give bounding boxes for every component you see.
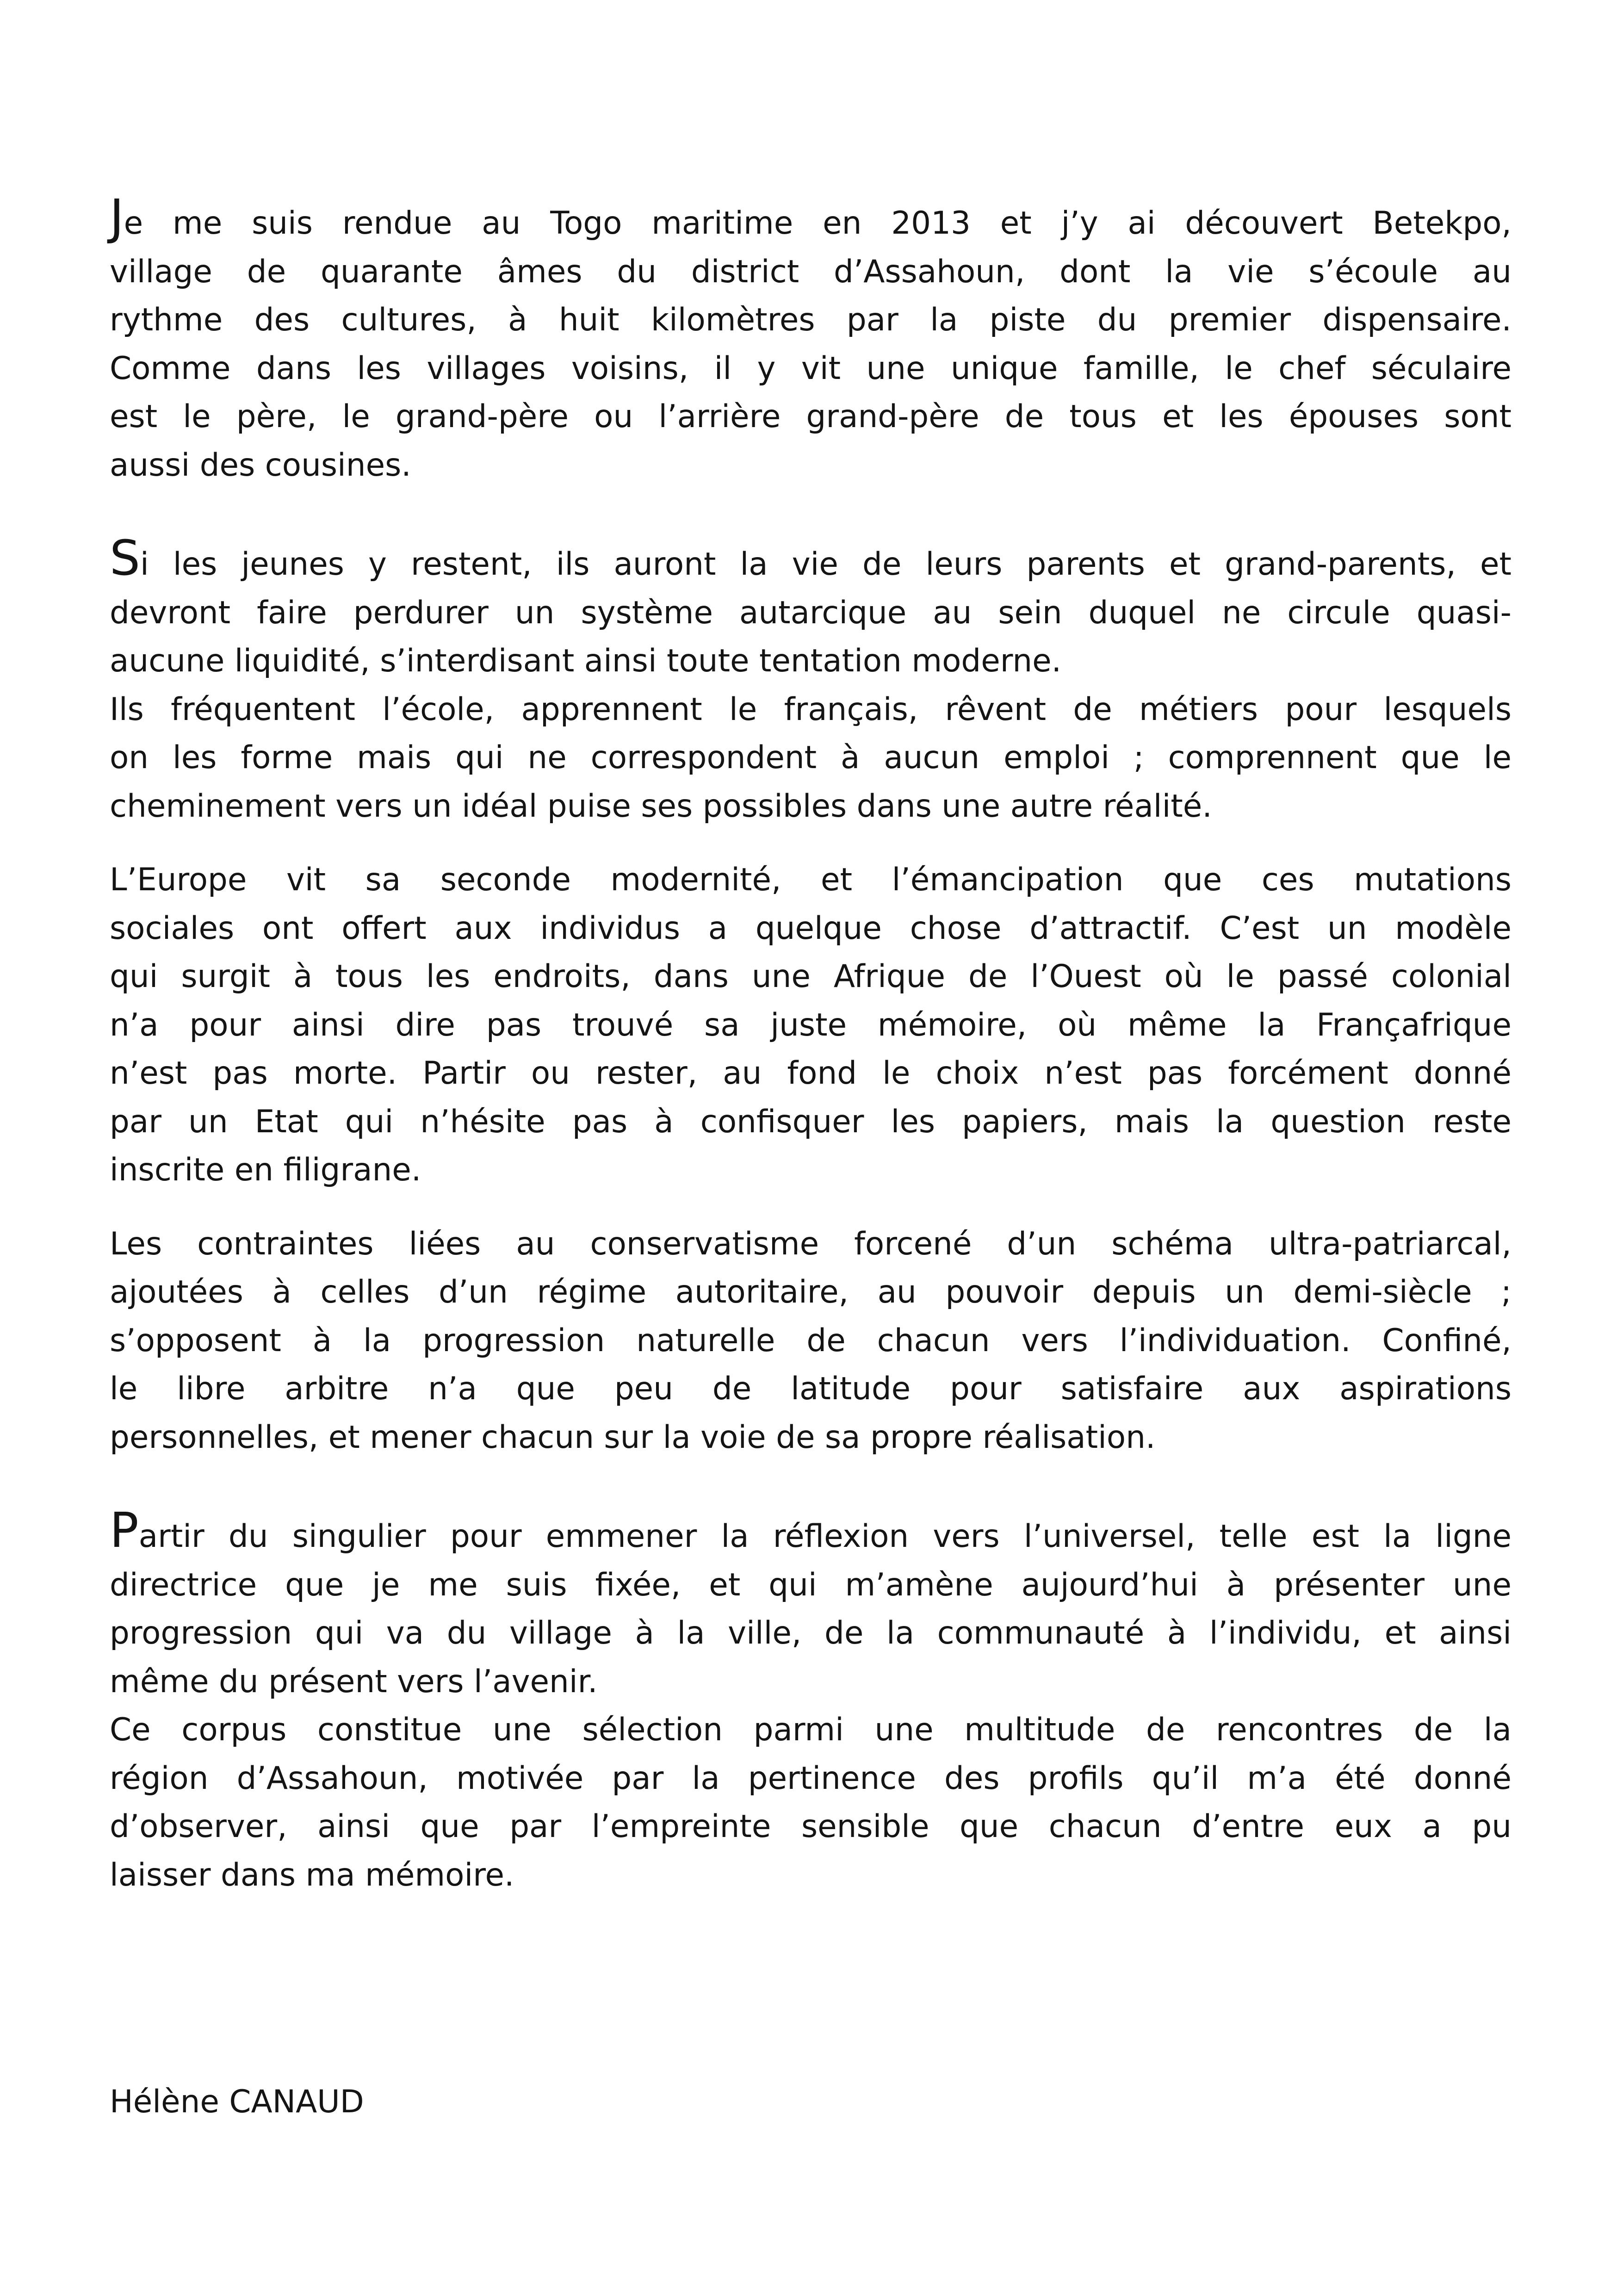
text-line: L’Europe vit sa seconde modernité, et l’émancipation que ces mutations — [110, 861, 1511, 898]
text-line: est le père, le grand-père ou l’arrière grand-père de tous et les épouses sont — [110, 398, 1511, 434]
text-line: même du présent vers l’avenir. — [110, 1663, 598, 1700]
paragraph-4 — [110, 1220, 1511, 1462]
text-line: n’est pas morte. Partir ou rester, au fond le choix n’est pas forcément donné — [110, 1055, 1511, 1091]
text-line: région d’Assahoun, motivée par la pertinence des profils qu’il m’a été donné — [110, 1759, 1511, 1796]
drop-cap: S — [110, 530, 141, 586]
drop-cap: P — [110, 1502, 139, 1558]
text-line: le libre arbitre n’a que peu de latitude pour satisfaire aux aspirations — [110, 1370, 1511, 1407]
text-line: n’a pour ainsi dire pas trouvé sa juste mémoire, où même la Françafrique — [110, 1006, 1511, 1043]
paragraph-5 — [110, 1502, 1511, 1899]
text-line: s’opposent à la progression naturelle de chacun vers l’individuation. Confiné, — [110, 1322, 1511, 1359]
text-line: qui surgit à tous les endroits, dans une Afrique de l’Ouest où le passé colonial — [110, 958, 1511, 994]
text-line: laisser dans ma mémoire. — [110, 1856, 514, 1893]
paragraph-gap — [110, 1194, 1511, 1220]
text-line: Les contraintes liées au conservatisme forcené d’un schéma ultra-patriarcal, — [110, 1225, 1511, 1262]
paragraph-3 — [110, 856, 1511, 1194]
text-line: Comme dans les villages voisins, il y vit une unique famille, le chef séculaire — [110, 349, 1511, 386]
text-line: village de quarante âmes du district d’Assahoun, dont la vie s’écoule au — [110, 253, 1511, 290]
text-line: devront faire perdurer un système autarcique au sein duquel ne circule quasi- — [110, 594, 1511, 631]
author-signature: Hélène CANAUD — [110, 2083, 364, 2120]
text-line: aucune liquidité, s’interdisant ainsi toute tentation moderne. — [110, 642, 1062, 679]
text-line: personnelles, et mener chacun sur la voie de sa propre réalisation. — [110, 1418, 1156, 1455]
text-line: par un Etat qui n’hésite pas à confisquer les papiers, mais la question reste — [110, 1103, 1511, 1140]
text-line: inscrite en filigrane. — [110, 1151, 421, 1188]
text-line: Si les jeunes y restent, ils auront la vie de leurs parents et grand-parents, et — [110, 530, 1511, 586]
text-line: cheminement vers un idéal puise ses possibles dans une autre réalité. — [110, 787, 1212, 824]
text-line: directrice que je me suis fixée, et qui m’amène aujourd’hui à présenter une — [110, 1566, 1511, 1603]
text-line: Ils fréquentent l’école, apprennent le français, rêvent de métiers pour lesquels — [110, 690, 1511, 727]
text-line: Ce corpus constitue une sélection parmi une multitude de rencontres de la — [110, 1711, 1511, 1748]
paragraph-2 — [110, 530, 1511, 830]
paragraph-1 — [110, 189, 1511, 489]
text-line: on les forme mais qui ne correspondent à aucun emploi ; comprennent que le — [110, 739, 1511, 776]
text-line: Partir du singulier pour emmener la réflexion vers l’universel, telle est la ligne — [110, 1502, 1511, 1558]
paragraph-gap — [110, 830, 1511, 856]
paragraph-gap — [110, 489, 1511, 540]
text-line: Je me suis rendue au Togo maritime en 2013 et j’y ai découvert Betekpo, — [110, 189, 1511, 245]
paragraph-gap — [110, 1461, 1511, 1512]
text-line: rythme des cultures, à huit kilomètres par la piste du premier dispensaire. — [110, 301, 1511, 338]
text-line: sociales ont offert aux individus a quelque chose d’attractif. C’est un modèle — [110, 909, 1511, 946]
text-line: aussi des cousines. — [110, 446, 411, 483]
text-line: d’observer, ainsi que par l’empreinte sensible que chacun d’entre eux a pu — [110, 1808, 1511, 1844]
text-line: progression qui va du village à la ville, de la communauté à l’individu, et ainsi — [110, 1614, 1511, 1651]
drop-cap: J — [110, 189, 124, 245]
document-body — [110, 189, 1511, 1899]
text-line: ajoutées à celles d’un régime autoritaire, au pouvoir depuis un demi-siècle ; — [110, 1273, 1511, 1310]
